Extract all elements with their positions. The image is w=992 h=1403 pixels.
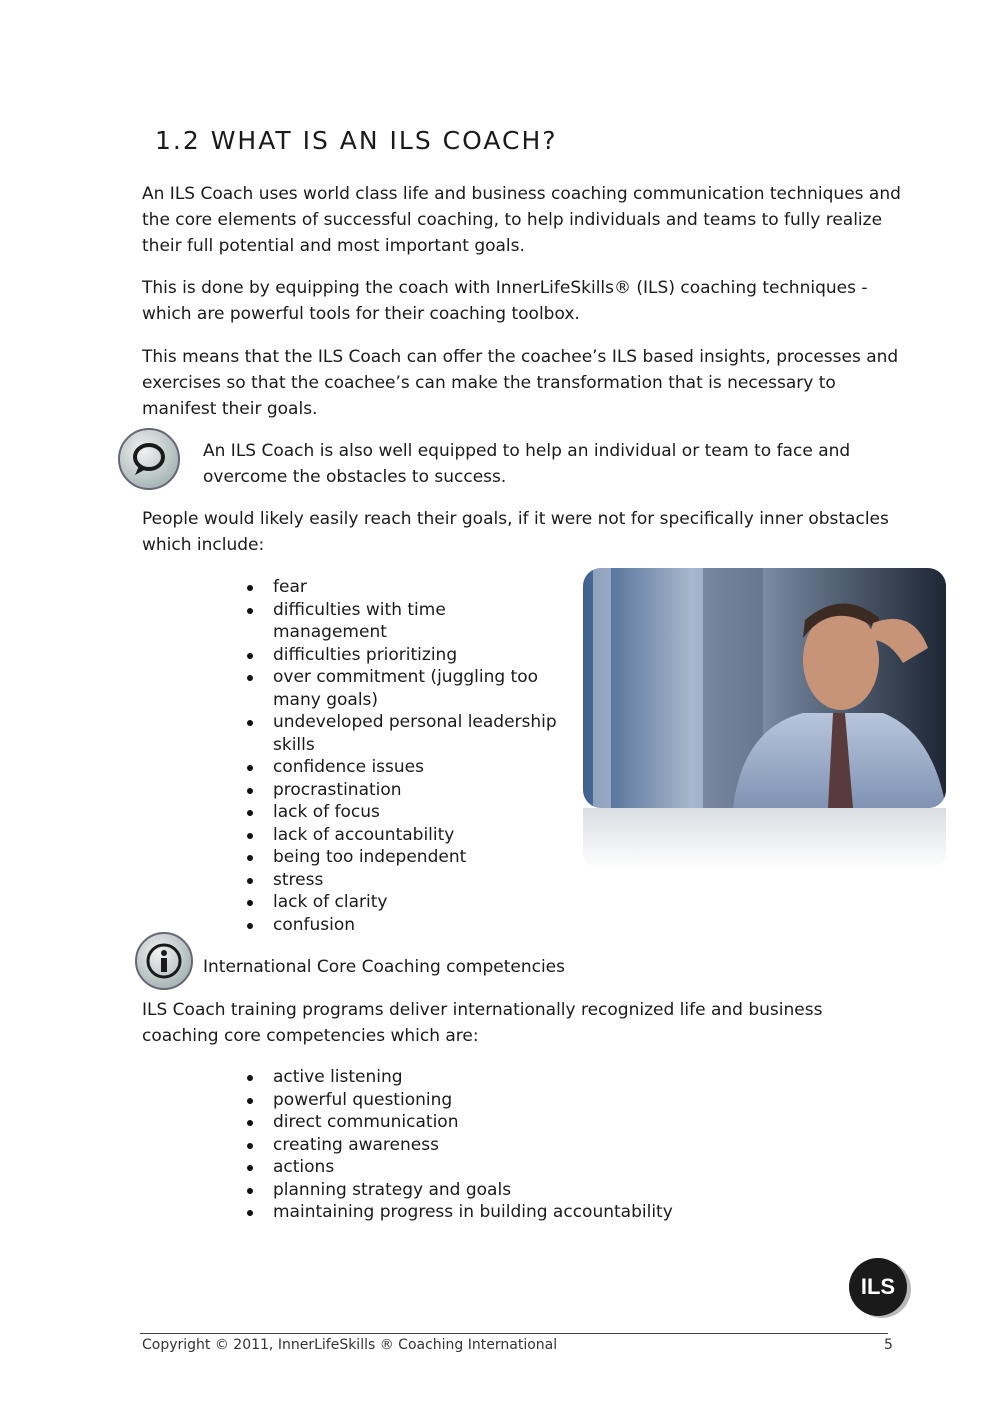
list-item: lack of focus: [243, 801, 563, 824]
list-item: over commitment (juggling too many goals): [243, 666, 563, 711]
list-item: difficulties prioritizing: [243, 644, 563, 667]
obstacles-intro: People would likely easily reach their goals, if it were not for specifically inner obstacles which include:: [142, 509, 889, 555]
list-item: difficulties with time management: [243, 599, 563, 644]
competencies-intro: ILS Coach training programs deliver internationally recognized life and business coaching core competencies which are:: [142, 1000, 823, 1046]
list-item: powerful questioning: [243, 1089, 843, 1112]
list-item: fear: [243, 576, 563, 599]
list-item: undeveloped personal leadership skills: [243, 711, 563, 756]
info-icon: [135, 932, 193, 990]
obstacles-list: [243, 576, 563, 936]
photo-reflection: [583, 808, 946, 870]
list-item: direct communication: [243, 1111, 843, 1134]
list-item: stress: [243, 869, 563, 892]
stressed-man-photo: [583, 568, 946, 808]
list-item: lack of accountability: [243, 824, 563, 847]
page-title: 1.2 WHAT IS AN ILS COACH?: [155, 126, 558, 155]
list-item: procrastination: [243, 779, 563, 802]
equipping-paragraph: This is done by equipping the coach with InnerLifeSkills® (ILS) coaching techniques - which are powerful tools for their coaching toolbox.: [142, 278, 868, 324]
list-item: maintaining progress in building accountability: [243, 1201, 843, 1224]
list-item: creating awareness: [243, 1134, 843, 1157]
list-item: confusion: [243, 914, 563, 937]
speech-callout-text: An ILS Coach is also well equipped to help an individual or team to face and overcome the obstacles to success.: [203, 441, 851, 487]
list-item: lack of clarity: [243, 891, 563, 914]
list-item: active listening: [243, 1066, 843, 1089]
intro-paragraph: An ILS Coach uses world class life and business coaching communication techniques and the core elements of successful coaching, to help individuals and teams to fully realize their full potential and most important goals.: [142, 184, 901, 256]
page-number: 5: [884, 1337, 893, 1353]
list-item: planning strategy and goals: [243, 1179, 843, 1202]
info-callout-text: International Core Coaching competencies: [203, 957, 565, 977]
footer-copyright: Copyright © 2011, InnerLifeSkills ® Coaching International: [142, 1337, 558, 1353]
ils-logo: ILS: [849, 1258, 907, 1316]
list-item: confidence issues: [243, 756, 563, 779]
list-item: actions: [243, 1156, 843, 1179]
list-item: being too independent: [243, 846, 563, 869]
competencies-list: [243, 1066, 843, 1224]
means-paragraph: This means that the ILS Coach can offer the coachee’s ILS based insights, processes and exercises so that the coachee’s can make the transformation that is necessary to manifest their goals.: [142, 347, 899, 419]
footer-divider: [140, 1333, 888, 1334]
speech-bubble-icon: [118, 428, 180, 490]
